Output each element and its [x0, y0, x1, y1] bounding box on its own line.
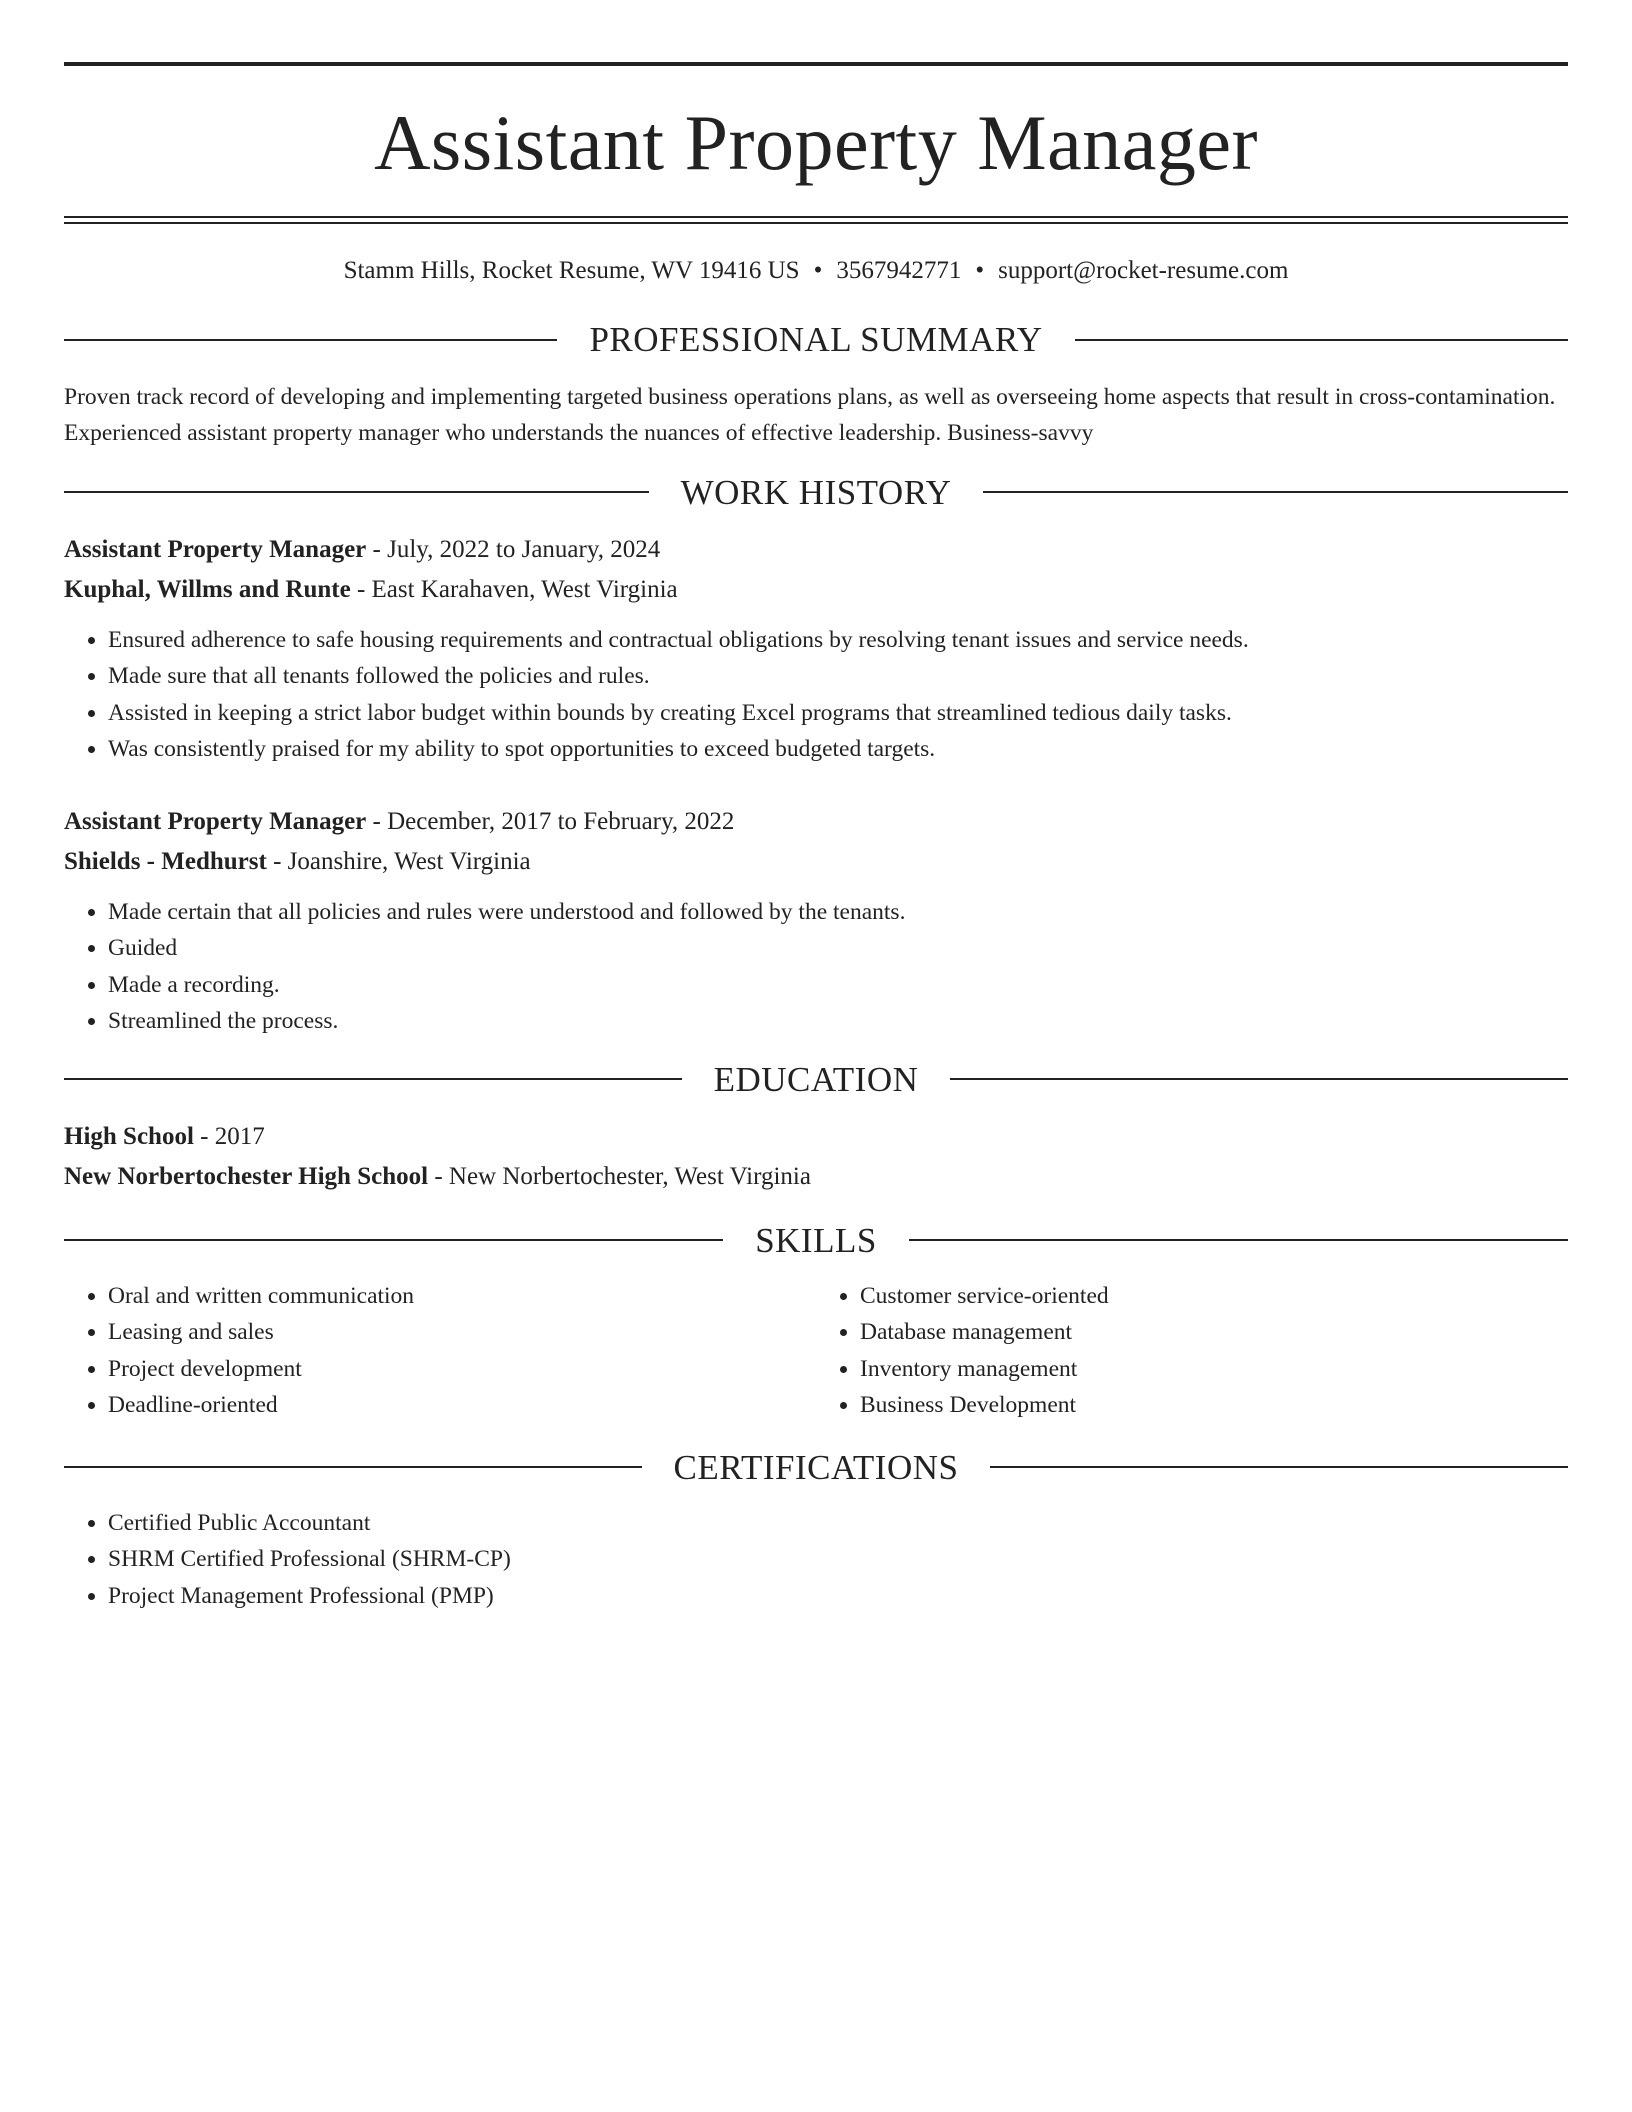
certifications-list [64, 1505, 1568, 1615]
skill-item: • Project development [108, 1351, 816, 1388]
contact-phone: 3567942771 [836, 257, 962, 284]
skills-grid [64, 1278, 1568, 1424]
section-rule-left [64, 1239, 723, 1241]
education-entry [64, 1117, 1568, 1197]
skill-item: • Customer service-oriented [860, 1278, 1568, 1315]
job-entry [64, 530, 1568, 768]
section-heading-summary [64, 322, 1568, 357]
header-top-rule [64, 62, 1568, 66]
section-rule-right [909, 1239, 1568, 1241]
list-item: • Assisted in keeping a strict labor budget within bounds by creating Excel programs that streamlined tedious daily tasks. [108, 695, 1568, 732]
list-item: • Was consistently praised for my ability to spot opportunities to exceed budgeted targets. [108, 731, 1568, 768]
contact-separator: • [813, 257, 823, 284]
education-degree-line [64, 1117, 1568, 1157]
job-dates: - July, 2022 to January, 2024 [366, 535, 661, 563]
section-title: WORK HISTORY [680, 472, 952, 512]
contact-separator: • [975, 257, 985, 284]
education-location: - New Norbertochester, West Virginia [428, 1162, 811, 1190]
contact-address: Stamm Hills, Rocket Resume, WV 19416 US [343, 257, 800, 284]
job-company: Shields - Medhurst [64, 847, 267, 875]
certification-item: • Project Management Professional (PMP) [108, 1578, 1568, 1615]
list-item: • Made certain that all policies and rules were understood and followed by the tenants. [108, 894, 1568, 931]
job-company-line [64, 570, 1568, 610]
list-item: • Ensured adherence to safe housing requirements and contractual obligations by resolving tenant issues and service needs. [108, 622, 1568, 659]
section-rule-right [1075, 339, 1568, 341]
section-title: CERTIFICATIONS [673, 1447, 959, 1487]
section-rule-left [64, 339, 557, 341]
section-heading-work [64, 472, 1568, 512]
summary-text: Proven track record of developing and implementing targeted business operations plans, as well as overseeing home aspects that result in cross-contamination. Experienced assistant property manager who understands the nuances of effective leadership. Business-savvy [64, 384, 1556, 446]
job-title-line [64, 530, 1568, 570]
skills-list-left [64, 1278, 816, 1424]
skill-item: • Database management [860, 1314, 1568, 1351]
section-title: EDUCATION [713, 1059, 919, 1099]
education-year: - 2017 [193, 1122, 265, 1150]
section-rule-left [64, 1466, 642, 1468]
header-double-rule [64, 216, 1568, 224]
job-location: - Joanshire, West Virginia [266, 847, 531, 875]
job-title: Assistant Property Manager [64, 807, 367, 835]
section-heading-education [64, 1059, 1568, 1099]
skill-item: • Deadline-oriented [108, 1387, 816, 1424]
job-title: Assistant Property Manager [64, 535, 367, 563]
list-item: • Made sure that all tenants followed the policies and rules. [108, 658, 1568, 695]
section-rule-left [64, 491, 649, 493]
certification-item: • Certified Public Accountant [108, 1505, 1568, 1542]
job-location: - East Karahaven, West Virginia [350, 575, 678, 603]
job-company-line [64, 842, 1568, 882]
job-title-line [64, 802, 1568, 842]
candidate-name: Assistant Property Manager [374, 99, 1258, 186]
section-rule-right [950, 1078, 1568, 1080]
contact-email: support@rocket-resume.com [998, 257, 1289, 284]
section-heading-skills [64, 1220, 1568, 1260]
section-title: SKILLS [755, 1220, 877, 1260]
education-school: New Norbertochester High School [64, 1162, 429, 1190]
job-company: Kuphal, Willms and Runte [64, 575, 351, 603]
job-bullets [64, 622, 1568, 768]
job-dates: - December, 2017 to February, 2022 [366, 807, 735, 835]
skills-list-right [816, 1278, 1568, 1424]
list-item: • Streamlined the process. [108, 1003, 1568, 1040]
list-item: • Made a recording. [108, 967, 1568, 1004]
section-rule-right [990, 1466, 1568, 1468]
education-school-line [64, 1157, 1568, 1197]
section-rule-left [64, 1078, 682, 1080]
contact-line [64, 256, 1568, 286]
job-entry [64, 802, 1568, 1040]
section-heading-certifications [64, 1447, 1568, 1487]
section-title: PROFESSIONAL SUMMARY [589, 320, 1043, 359]
job-bullets [64, 894, 1568, 1040]
section-rule-right [983, 491, 1568, 493]
list-item: • Guided [108, 930, 1568, 967]
skill-item: • Leasing and sales [108, 1314, 816, 1351]
skill-item: • Business Development [860, 1387, 1568, 1424]
skill-item: • Inventory management [860, 1351, 1568, 1388]
skill-item: • Oral and written communication [108, 1278, 816, 1315]
education-degree: High School [64, 1122, 194, 1150]
certification-item: • SHRM Certified Professional (SHRM-CP) [108, 1541, 1568, 1578]
